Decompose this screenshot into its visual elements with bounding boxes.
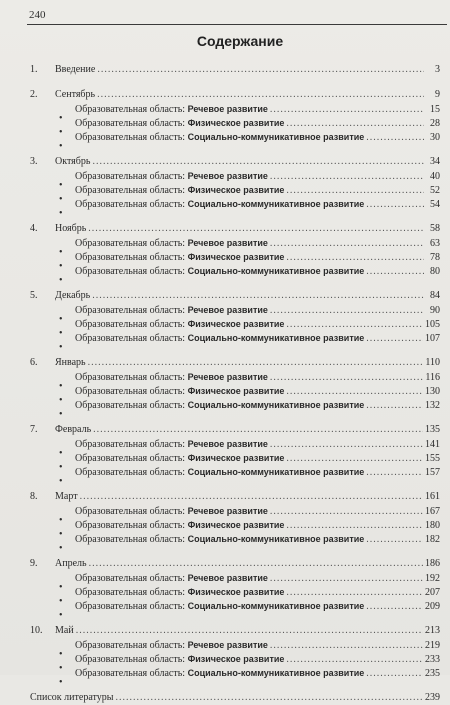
toc-subentry-page: 219 — [425, 640, 440, 651]
toc-subentry-page: 28 — [430, 118, 440, 129]
dot-leader — [115, 691, 423, 705]
toc-subentry-label — [75, 571, 268, 586]
area-name: Физическое развитие — [187, 520, 285, 530]
dot-leader — [366, 667, 423, 681]
area-prefix: Образовательная область: — [75, 573, 188, 584]
toc-entry-page: 34 — [430, 156, 440, 167]
dot-leader — [286, 117, 424, 131]
toc-entry[interactable] — [30, 490, 440, 504]
table-of-contents — [30, 63, 440, 705]
dot-leader — [286, 452, 423, 466]
area-prefix: Образовательная область: — [75, 520, 188, 531]
dot-leader — [97, 63, 424, 77]
area-prefix: Образовательная область: — [75, 118, 188, 129]
page-title: Содержание — [196, 33, 284, 49]
toc-subentry-label — [75, 384, 284, 399]
area-prefix: Образовательная область: — [75, 386, 188, 397]
dot-leader — [286, 586, 423, 600]
toc-subentry-page: 233 — [425, 654, 440, 665]
toc-subentry[interactable] — [30, 666, 440, 688]
toc-entry-label: Март — [55, 491, 78, 502]
area-prefix: Образовательная область: — [75, 467, 188, 478]
toc-subentry-label — [75, 264, 364, 279]
toc-subentry-label — [75, 532, 364, 547]
bullet-icon: • — [59, 261, 63, 272]
dot-leader — [286, 653, 423, 667]
toc-subentry-page: 130 — [425, 386, 440, 397]
area-prefix: Образовательная область: — [75, 199, 188, 210]
area-name: Речевое развитие — [187, 171, 268, 181]
dot-leader — [80, 490, 423, 504]
toc-entry[interactable] — [30, 155, 440, 169]
area-prefix: Образовательная область: — [75, 305, 188, 316]
bullet-icon: • — [59, 543, 63, 554]
dot-leader — [93, 423, 423, 437]
toc-entry[interactable] — [30, 624, 440, 638]
toc-subentry-page: 80 — [430, 266, 440, 277]
area-name: Социально-коммуникативное развитие — [187, 467, 365, 477]
toc-subentry-label — [75, 666, 364, 681]
area-prefix: Образовательная область: — [75, 506, 188, 517]
toc-subentry-page: 155 — [425, 453, 440, 464]
area-name: Физическое развитие — [187, 453, 285, 463]
dot-leader — [88, 356, 424, 370]
toc-entry-page: 110 — [425, 357, 440, 368]
bullet-icon: • — [59, 610, 63, 621]
toc-subentry-label — [75, 250, 284, 265]
bullet-icon: • — [59, 663, 63, 674]
area-prefix: Образовательная область: — [75, 640, 188, 651]
toc-entry-label: Введение — [55, 64, 96, 75]
area-name: Речевое развитие — [187, 238, 268, 248]
toc-entry[interactable] — [30, 356, 440, 370]
toc-section — [30, 624, 440, 688]
bullet-icon: • — [59, 529, 63, 540]
area-name: Социально-коммуникативное развитие — [187, 132, 365, 142]
toc-subentry[interactable] — [30, 331, 440, 353]
bullet-icon: • — [59, 328, 63, 339]
area-name: Речевое развитие — [187, 439, 268, 449]
area-name: Социально-коммуникативное развитие — [187, 333, 365, 343]
toc-subentry-label — [75, 183, 284, 198]
toc-subentry-label — [75, 102, 268, 117]
toc-entry[interactable] — [30, 88, 440, 102]
toc-subentry-page: 15 — [430, 104, 440, 115]
toc-subentry-label — [75, 331, 364, 346]
area-name: Физическое развитие — [187, 386, 285, 396]
area-name: Физическое развитие — [187, 185, 285, 195]
bullet-icon: • — [59, 381, 63, 392]
toc-subentry-page: 180 — [425, 520, 440, 531]
area-prefix: Образовательная область: — [75, 439, 188, 450]
dot-leader — [270, 572, 423, 586]
toc-subentry-page: 30 — [430, 132, 440, 143]
toc-subentry-page: 116 — [425, 372, 440, 383]
toc-subentry-label — [75, 236, 268, 251]
dot-leader — [366, 600, 423, 614]
dot-leader — [270, 304, 424, 318]
area-prefix: Образовательная область: — [75, 668, 188, 679]
toc-subentry-page: 54 — [430, 199, 440, 210]
bullet-icon: • — [59, 596, 63, 607]
toc-subentry-label — [75, 169, 268, 184]
area-prefix: Образовательная область: — [75, 319, 188, 330]
toc-subentry-page: 157 — [425, 467, 440, 478]
toc-subentry[interactable] — [30, 599, 440, 621]
dot-leader — [270, 170, 424, 184]
area-name: Социально-коммуникативное развитие — [187, 601, 365, 611]
toc-subentry-label — [75, 504, 268, 519]
toc-entry-number: 5. — [30, 290, 38, 301]
toc-subentry-label — [75, 370, 268, 385]
toc-subentry-label — [75, 599, 364, 614]
toc-entry-number: 10. — [30, 625, 43, 636]
toc-entry[interactable] — [30, 423, 440, 437]
toc-subentry-page: 207 — [425, 587, 440, 598]
toc-subentry-label — [75, 585, 284, 600]
toc-subentry-page: 107 — [425, 333, 440, 344]
toc-entry-number: 4. — [30, 223, 38, 234]
toc-subentry-label — [75, 638, 268, 653]
page-number: 240 — [29, 9, 46, 21]
bullet-icon: • — [59, 582, 63, 593]
toc-subentry[interactable] — [30, 532, 440, 554]
area-prefix: Образовательная область: — [75, 587, 188, 598]
toc-subentry[interactable] — [30, 465, 440, 487]
toc-subentry-page: 192 — [425, 573, 440, 584]
toc-entry[interactable] — [30, 557, 440, 571]
area-name: Социально-коммуникативное развитие — [187, 534, 365, 544]
toc-section — [30, 356, 440, 420]
toc-entry-number: 1. — [30, 64, 38, 75]
toc-subentry-page: 235 — [425, 668, 440, 679]
toc-subentry-page: 132 — [425, 400, 440, 411]
toc-subentry-label — [75, 197, 364, 212]
area-name: Социально-коммуникативное развитие — [187, 400, 365, 410]
toc-section — [30, 490, 440, 554]
bibliography-label: Список литературы — [30, 692, 114, 703]
toc-entry-page: 213 — [425, 625, 440, 636]
dot-leader — [270, 103, 424, 117]
toc-entry[interactable] — [30, 289, 440, 303]
bullet-icon: • — [59, 314, 63, 325]
toc-section — [30, 222, 440, 286]
dot-leader — [366, 131, 424, 145]
area-prefix: Образовательная область: — [75, 333, 188, 344]
toc-subentry-page: 40 — [430, 171, 440, 182]
toc-subentry-page: 105 — [425, 319, 440, 330]
area-name: Физическое развитие — [187, 319, 285, 329]
bullet-icon: • — [59, 180, 63, 191]
area-name: Речевое развитие — [187, 506, 268, 516]
toc-section — [30, 88, 440, 152]
area-name: Речевое развитие — [187, 640, 268, 650]
bullet-icon: • — [59, 113, 63, 124]
toc-entry-label: Декабрь — [55, 290, 91, 301]
toc-section — [30, 557, 440, 621]
area-name: Речевое развитие — [187, 305, 268, 315]
area-name: Социально-коммуникативное развитие — [187, 266, 365, 276]
toc-entry-label: Февраль — [55, 424, 92, 435]
dot-leader — [270, 505, 423, 519]
toc-subentry-page: 63 — [430, 238, 440, 249]
bullet-icon: • — [59, 462, 63, 473]
dot-leader — [270, 438, 423, 452]
toc-subentry-page: 182 — [425, 534, 440, 545]
toc-entry-page: 186 — [425, 558, 440, 569]
dot-leader — [286, 251, 424, 265]
toc-subentry[interactable] — [30, 264, 440, 286]
toc-entry-page: 161 — [425, 491, 440, 502]
area-prefix: Образовательная область: — [75, 601, 188, 612]
toc-entry-bibliography[interactable] — [30, 691, 440, 705]
toc-subentry-page: 141 — [425, 439, 440, 450]
toc-subentry-label — [75, 451, 284, 466]
area-prefix: Образовательная область: — [75, 185, 188, 196]
toc-subentry-label — [75, 437, 268, 452]
dot-leader — [92, 155, 424, 169]
area-name: Физическое развитие — [187, 118, 285, 128]
dot-leader — [366, 466, 423, 480]
area-name: Физическое развитие — [187, 654, 285, 664]
toc-entry[interactable] — [30, 222, 440, 236]
area-prefix: Образовательная область: — [75, 171, 188, 182]
area-name: Социально-коммуникативное развитие — [187, 199, 365, 209]
toc-subentry-label — [75, 130, 364, 145]
bullet-icon: • — [59, 677, 63, 688]
area-name: Физическое развитие — [187, 587, 285, 597]
area-name: Речевое развитие — [187, 104, 268, 114]
area-prefix: Образовательная область: — [75, 400, 188, 411]
toc-subentry-label — [75, 518, 284, 533]
toc-entry-page: 58 — [430, 223, 440, 234]
bullet-icon: • — [59, 141, 63, 152]
area-prefix: Образовательная область: — [75, 238, 188, 249]
dot-leader — [270, 371, 423, 385]
dot-leader — [92, 289, 424, 303]
toc-entry-page: 135 — [425, 424, 440, 435]
bullet-icon: • — [59, 208, 63, 219]
toc-subentry-label — [75, 398, 364, 413]
toc-entry-label: Ноябрь — [55, 223, 87, 234]
dot-leader — [270, 639, 423, 653]
toc-section — [30, 155, 440, 219]
bullet-icon: • — [59, 395, 63, 406]
toc-section — [30, 63, 440, 77]
area-prefix: Образовательная область: — [75, 654, 188, 665]
toc-entry-page: 9 — [435, 89, 440, 100]
toc-entry-label: Май — [55, 625, 74, 636]
toc-subentry-page: 167 — [425, 506, 440, 517]
bullet-icon: • — [59, 194, 63, 205]
toc-subentry-label — [75, 116, 284, 131]
bullet-icon: • — [59, 476, 63, 487]
area-prefix: Образовательная область: — [75, 453, 188, 464]
header-rule — [27, 24, 447, 25]
dot-leader — [270, 237, 424, 251]
toc-entry-page: 84 — [430, 290, 440, 301]
toc-entry-number: 7. — [30, 424, 38, 435]
toc-subentry[interactable] — [30, 130, 440, 152]
toc-entry[interactable] — [30, 63, 440, 77]
dot-leader — [366, 332, 423, 346]
dot-leader — [286, 519, 423, 533]
toc-subentry-label — [75, 465, 364, 480]
dot-leader — [366, 533, 423, 547]
toc-section — [30, 423, 440, 487]
bullet-icon: • — [59, 127, 63, 138]
area-name: Речевое развитие — [187, 372, 268, 382]
toc-entry-label: Апрель — [55, 558, 87, 569]
dot-leader — [88, 222, 424, 236]
area-name: Речевое развитие — [187, 573, 268, 583]
toc-entry-number: 3. — [30, 156, 38, 167]
toc-entry-page: 3 — [435, 64, 440, 75]
toc-entry-number: 8. — [30, 491, 38, 502]
toc-entry-number: 9. — [30, 558, 38, 569]
toc-subentry-label — [75, 317, 284, 332]
toc-subentry-page: 90 — [430, 305, 440, 316]
dot-leader — [286, 184, 424, 198]
bullet-icon: • — [59, 409, 63, 420]
bullet-icon: • — [59, 515, 63, 526]
dot-leader — [366, 265, 424, 279]
area-name: Социально-коммуникативное развитие — [187, 668, 365, 678]
area-prefix: Образовательная область: — [75, 266, 188, 277]
toc-subentry-page: 52 — [430, 185, 440, 196]
toc-subentry[interactable] — [30, 398, 440, 420]
toc-entry-number: 2. — [30, 89, 38, 100]
area-prefix: Образовательная область: — [75, 372, 188, 383]
toc-subentry-page: 78 — [430, 252, 440, 263]
area-name: Физическое развитие — [187, 252, 285, 262]
dot-leader — [286, 318, 423, 332]
dot-leader — [76, 624, 423, 638]
dot-leader — [366, 198, 424, 212]
toc-subentry-label — [75, 303, 268, 318]
bullet-icon: • — [59, 342, 63, 353]
toc-entry-label: Октябрь — [55, 156, 91, 167]
dot-leader — [89, 557, 423, 571]
toc-entry-number: 6. — [30, 357, 38, 368]
toc-subentry-page: 209 — [425, 601, 440, 612]
bullet-icon: • — [59, 247, 63, 258]
toc-subentry[interactable] — [30, 197, 440, 219]
bullet-icon: • — [59, 448, 63, 459]
toc-entry-label: Сентябрь — [55, 89, 96, 100]
bullet-icon: • — [59, 649, 63, 660]
bibliography-page: 239 — [425, 692, 440, 703]
dot-leader — [366, 399, 423, 413]
toc-subentry-label — [75, 652, 284, 667]
bullet-icon: • — [59, 275, 63, 286]
area-prefix: Образовательная область: — [75, 252, 188, 263]
toc-section — [30, 289, 440, 353]
area-prefix: Образовательная область: — [75, 104, 188, 115]
dot-leader — [286, 385, 423, 399]
dot-leader — [97, 88, 424, 102]
toc-entry-label: Январь — [55, 357, 86, 368]
area-prefix: Образовательная область: — [75, 132, 188, 143]
area-prefix: Образовательная область: — [75, 534, 188, 545]
